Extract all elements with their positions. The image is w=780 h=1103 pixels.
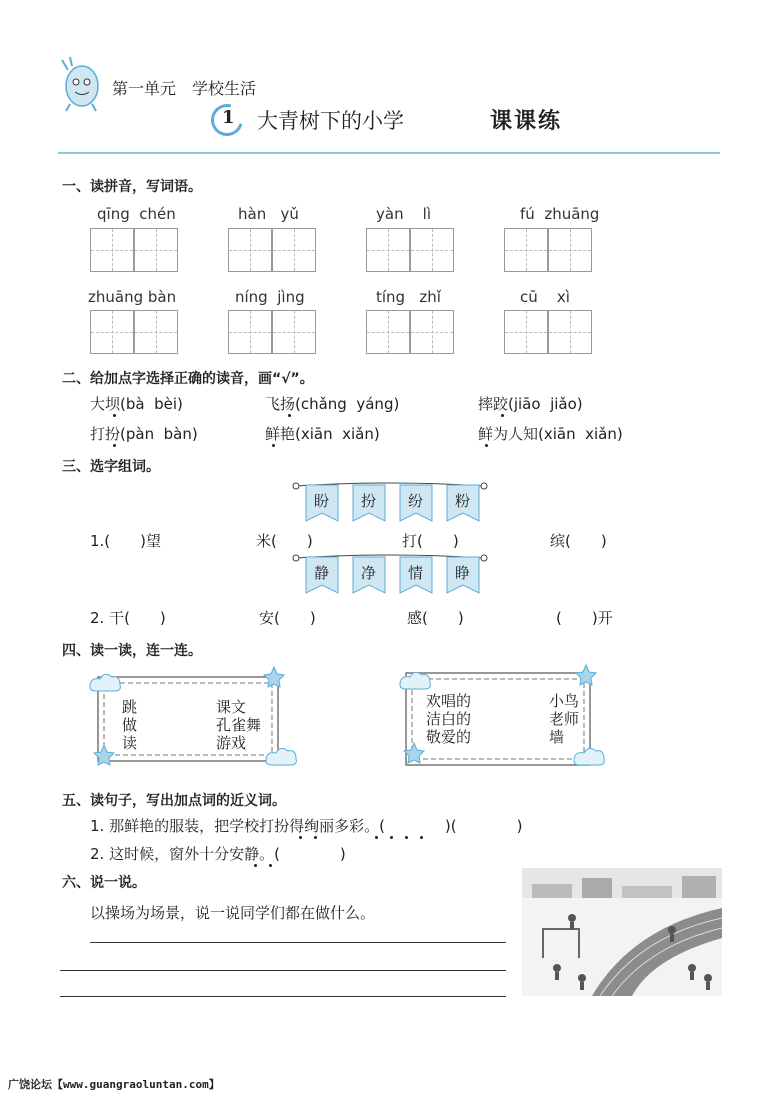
answer-line[interactable] <box>90 942 506 943</box>
section4-title: 四、读一读，连一连。 <box>62 643 202 659</box>
answer-line[interactable] <box>60 970 506 971</box>
fill-item[interactable]: 安( ) <box>259 609 316 627</box>
flag-char: 睁 <box>455 564 471 582</box>
fill-item[interactable]: 1.( )望 <box>90 532 162 550</box>
answer-line[interactable] <box>60 996 506 997</box>
emphasis-dot <box>269 864 272 867</box>
flag-char: 情 <box>408 564 424 582</box>
choice-item[interactable]: 摔跤(jiāo jiǎo) <box>478 395 583 413</box>
write-box[interactable] <box>228 310 272 354</box>
pinyin-5: zhuāng bàn <box>88 288 177 306</box>
playground-illustration <box>522 868 722 996</box>
write-box[interactable] <box>410 310 454 354</box>
section2-title: 二、给加点字选择正确的读音，画“√”。 <box>62 371 314 387</box>
practice-title: 课课练 <box>490 109 563 134</box>
write-box[interactable] <box>410 228 454 272</box>
match-right-word[interactable]: 洁白的 <box>426 710 472 728</box>
write-box[interactable] <box>90 310 134 354</box>
flag-char: 纷 <box>408 492 424 510</box>
write-box[interactable] <box>134 310 178 354</box>
match-left-word[interactable]: 读 <box>122 734 138 752</box>
write-box[interactable] <box>90 228 134 272</box>
fill-item[interactable]: ( )开 <box>556 609 613 627</box>
fill-item[interactable]: 2. 干( ) <box>90 609 166 627</box>
emphasis-dot <box>254 864 257 867</box>
emphasis-dot <box>299 836 302 839</box>
emphasis-dot <box>375 836 378 839</box>
flag-char: 粉 <box>455 492 471 510</box>
write-box[interactable] <box>366 310 410 354</box>
flag-char: 净 <box>361 564 377 582</box>
mascot-icon <box>58 56 104 112</box>
write-box[interactable] <box>504 228 548 272</box>
section6-title: 六、说一说。 <box>62 875 146 891</box>
pinyin-1: qīng chén <box>97 205 176 223</box>
pinyin-2: hàn yǔ <box>238 205 299 223</box>
emphasis-dot <box>272 444 275 447</box>
fill-item[interactable]: 缤( ) <box>550 532 607 550</box>
write-box[interactable] <box>134 228 178 272</box>
choice-item[interactable]: 鲜为人知(xiān xiǎn) <box>478 425 623 443</box>
emphasis-dot <box>390 836 393 839</box>
match-left-target[interactable]: 孔雀舞 <box>216 716 262 734</box>
section3-title: 三、选字组词。 <box>62 459 160 475</box>
sentence-2[interactable]: 2. 这时候，窗外十分安静。( ) <box>90 845 346 863</box>
write-box[interactable] <box>366 228 410 272</box>
emphasis-dot <box>405 836 408 839</box>
match-frame-left <box>88 665 300 775</box>
match-left-target[interactable]: 游戏 <box>216 734 247 752</box>
fill-item[interactable]: 打( ) <box>402 532 459 550</box>
emphasis-dot <box>314 836 317 839</box>
write-box[interactable] <box>504 310 548 354</box>
write-box[interactable] <box>548 310 592 354</box>
pinyin-6: níng jìng <box>235 288 305 306</box>
write-box[interactable] <box>272 310 316 354</box>
write-box[interactable] <box>548 228 592 272</box>
match-right-word[interactable]: 欢唱的 <box>426 692 472 710</box>
emphasis-dot <box>113 444 116 447</box>
match-right-target[interactable]: 墙 <box>549 728 565 746</box>
sentence-1[interactable]: 1. 那鲜艳的服装，把学校打扮得绚丽多彩。( )( ) <box>90 817 523 835</box>
emphasis-dot <box>113 414 116 417</box>
write-box[interactable] <box>228 228 272 272</box>
lesson-title: 大青树下的小学 <box>257 109 404 133</box>
emphasis-dot <box>288 414 291 417</box>
emphasis-dot <box>420 836 423 839</box>
pinyin-4: fú zhuāng <box>520 205 600 223</box>
header-divider <box>58 152 720 154</box>
flag-char: 盼 <box>314 492 330 510</box>
match-left-word[interactable]: 跳 <box>122 698 138 716</box>
flag-char: 扮 <box>361 492 377 510</box>
pinyin-3: yàn lì <box>376 205 431 223</box>
fill-item[interactable]: 米( ) <box>256 532 313 550</box>
section1-title: 一、读拼音，写词语。 <box>62 179 202 195</box>
lesson-number: 1 <box>222 107 235 128</box>
choice-item[interactable]: 大坝(bà bèi) <box>90 395 183 413</box>
match-left-word[interactable]: 做 <box>122 716 138 734</box>
flag-char: 静 <box>314 564 330 582</box>
emphasis-dot <box>501 414 504 417</box>
write-box[interactable] <box>272 228 316 272</box>
footer-site: 广饶论坛【www.guangraoluntan.com】 <box>8 1078 220 1091</box>
pinyin-7: tíng zhǐ <box>376 288 441 306</box>
unit-title: 第一单元 学校生活 <box>112 79 257 98</box>
emphasis-dot <box>485 444 488 447</box>
match-right-target[interactable]: 老师 <box>549 710 580 728</box>
section5-title: 五、读句子，写出加点词的近义词。 <box>62 793 286 809</box>
match-right-target[interactable]: 小鸟 <box>549 692 580 710</box>
speaking-prompt: 以操场为场景，说一说同学们都在做什么。 <box>90 904 376 922</box>
pinyin-8: cū xì <box>520 288 570 306</box>
match-left-target[interactable]: 课文 <box>216 698 247 716</box>
choice-item[interactable]: 鲜艳(xiān xiǎn) <box>265 425 380 443</box>
match-right-word[interactable]: 敬爱的 <box>426 728 472 746</box>
choice-item[interactable]: 打扮(pàn bàn) <box>90 425 198 443</box>
choice-item[interactable]: 飞扬(chǎng yáng) <box>265 395 400 413</box>
fill-item[interactable]: 感( ) <box>407 609 464 627</box>
